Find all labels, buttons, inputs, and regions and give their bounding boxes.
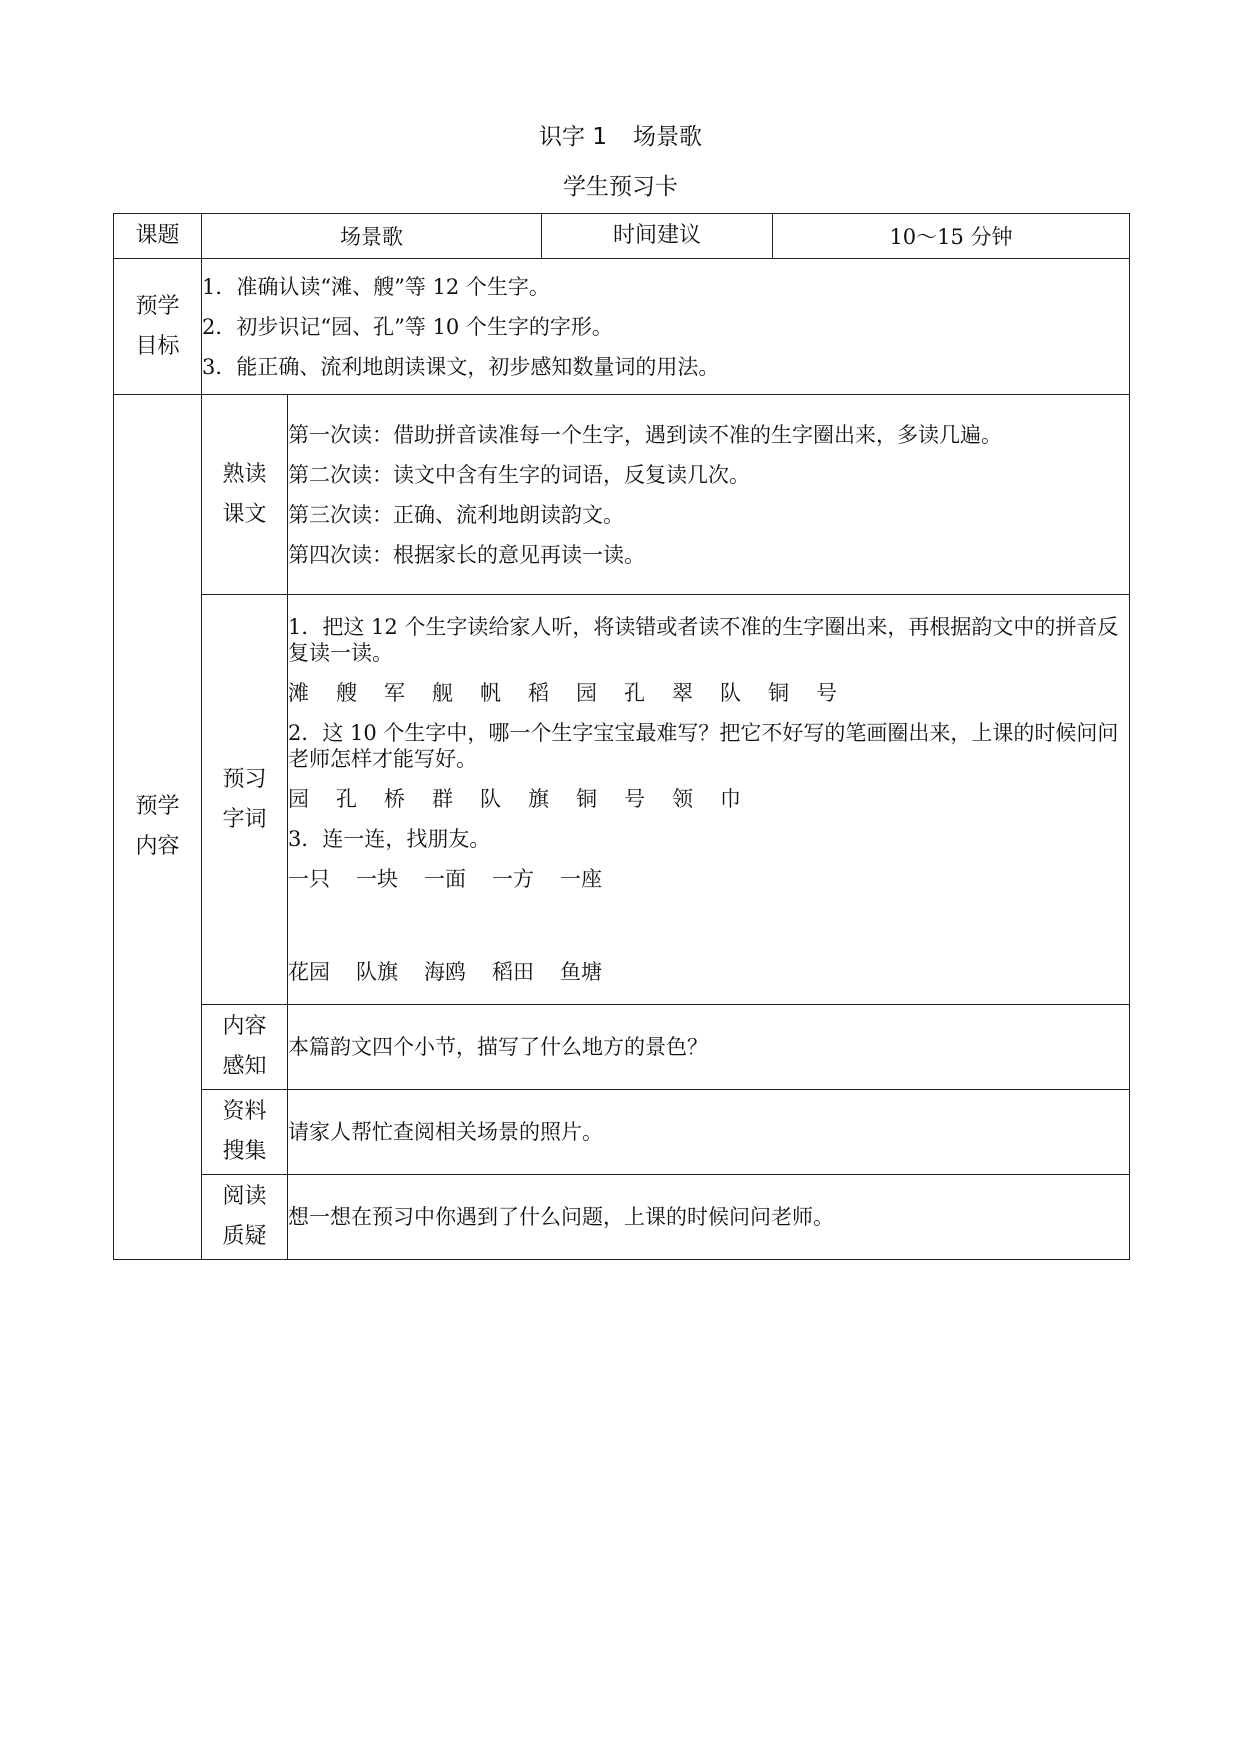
materials-task: 请家人帮忙查阅相关场景的照片。 xyxy=(288,1120,603,1144)
char-item: 翠 xyxy=(672,681,693,705)
char-item: 艘 xyxy=(336,681,357,705)
words-tasks xyxy=(288,595,1130,1005)
measure-word: 一块 xyxy=(356,867,398,891)
goals-list xyxy=(202,259,1130,395)
noun-word: 队旗 xyxy=(356,960,398,984)
content-label xyxy=(114,395,202,1260)
char-item: 滩 xyxy=(288,681,309,705)
header-row xyxy=(114,214,1130,259)
reading-row xyxy=(114,395,1130,595)
perception-label-text: 内容感知 xyxy=(222,1014,267,1079)
goal-item: 2．初步识记“园、孔”等 10 个生字的字形。 xyxy=(202,314,613,339)
char-item: 号 xyxy=(816,681,837,705)
char-item: 队 xyxy=(720,681,741,705)
reading-label-text: 熟读课文 xyxy=(222,461,267,527)
noun-list xyxy=(288,959,1129,985)
preview-card-table xyxy=(113,213,1130,1260)
char-item: 铜 xyxy=(768,681,789,705)
reading-item: 第一次读：借助拼音读准每一个生字，遇到读不准的生字圈出来，多读几遍。 xyxy=(288,422,1002,447)
time-value: 10～15 分钟 xyxy=(773,214,1130,259)
materials-label-text: 资料搜集 xyxy=(222,1099,267,1164)
words-task-1: 1．把这 12 个生字读给家人听，将读错或者读不准的生字圈出来，再根据韵文中的拼音反复读一读。 xyxy=(288,615,1119,665)
measure-word: 一方 xyxy=(492,867,534,891)
goals-label xyxy=(114,259,202,395)
measure-word: 一只 xyxy=(288,867,330,891)
questions-label-text: 阅读质疑 xyxy=(222,1184,267,1249)
char-item: 队 xyxy=(480,787,501,811)
measure-word: 一座 xyxy=(560,867,602,891)
goal-item: 3．能正确、流利地朗读课文，初步感知数量词的用法。 xyxy=(202,354,720,379)
doc-title-name: 场景歌 xyxy=(632,124,702,150)
words-task-2: 2．这 10 个生字中，哪一个生字宝宝最难写？把它不好写的笔画圈出来，上课的时候问问老师怎样才能写好。 xyxy=(288,721,1119,771)
doc-title xyxy=(0,118,1241,151)
char-list-1 xyxy=(288,680,1129,706)
questions-text xyxy=(288,1175,1130,1260)
reading-item: 第四次读：根据家长的意见再读一读。 xyxy=(288,542,645,567)
char-list-2 xyxy=(288,786,1129,812)
perception-text xyxy=(288,1005,1130,1090)
goals-row xyxy=(114,259,1130,395)
goal-item: 1．准确认读“滩、艘”等 12 个生字。 xyxy=(202,274,550,299)
reading-item: 第三次读：正确、流利地朗读韵文。 xyxy=(288,502,624,527)
char-item: 园 xyxy=(288,787,309,811)
char-item: 巾 xyxy=(720,787,741,811)
matching-space xyxy=(288,906,1129,950)
noun-word: 稻田 xyxy=(492,960,534,984)
char-item: 铜 xyxy=(576,787,597,811)
reading-label xyxy=(202,395,288,595)
reading-item: 第二次读：读文中含有生字的词语，反复读几次。 xyxy=(288,462,750,487)
words-label-text: 预习字词 xyxy=(222,766,267,832)
noun-word: 鱼塘 xyxy=(560,960,602,984)
doc-title-lesson: 识字 1 xyxy=(539,124,607,150)
char-item: 孔 xyxy=(624,681,645,705)
goals-label-text: 预学目标 xyxy=(135,293,180,359)
materials-text xyxy=(288,1090,1130,1175)
char-item: 舰 xyxy=(432,681,453,705)
perception-row xyxy=(114,1005,1130,1090)
measure-word-list xyxy=(288,866,1129,892)
noun-word: 海鸥 xyxy=(424,960,466,984)
char-item: 旗 xyxy=(528,787,549,811)
char-item: 军 xyxy=(384,681,405,705)
words-task-3: 3．连一连，找朋友。 xyxy=(288,827,491,851)
char-item: 群 xyxy=(432,787,453,811)
topic-label: 课题 xyxy=(114,214,202,259)
reading-list xyxy=(288,395,1130,595)
time-label: 时间建议 xyxy=(542,214,773,259)
materials-row xyxy=(114,1090,1130,1175)
content-label-text: 预学内容 xyxy=(135,794,180,859)
noun-word: 花园 xyxy=(288,960,330,984)
char-item: 领 xyxy=(672,787,693,811)
char-item: 稻 xyxy=(528,681,549,705)
questions-row xyxy=(114,1175,1130,1260)
perception-question: 本篇韵文四个小节，描写了什么地方的景色？ xyxy=(288,1035,708,1059)
questions-label xyxy=(202,1175,288,1260)
char-item: 桥 xyxy=(384,787,405,811)
words-row xyxy=(114,595,1130,1005)
char-item: 孔 xyxy=(336,787,357,811)
char-item: 园 xyxy=(576,681,597,705)
char-item: 帆 xyxy=(480,681,501,705)
topic-value: 场景歌 xyxy=(202,214,542,259)
char-item: 号 xyxy=(624,787,645,811)
doc-subtitle: 学生预习卡 xyxy=(563,174,678,200)
perception-label xyxy=(202,1005,288,1090)
questions-task: 想一想在预习中你遇到了什么问题，上课的时候问问老师。 xyxy=(288,1205,834,1229)
words-label xyxy=(202,595,288,1005)
materials-label xyxy=(202,1090,288,1175)
measure-word: 一面 xyxy=(424,867,466,891)
